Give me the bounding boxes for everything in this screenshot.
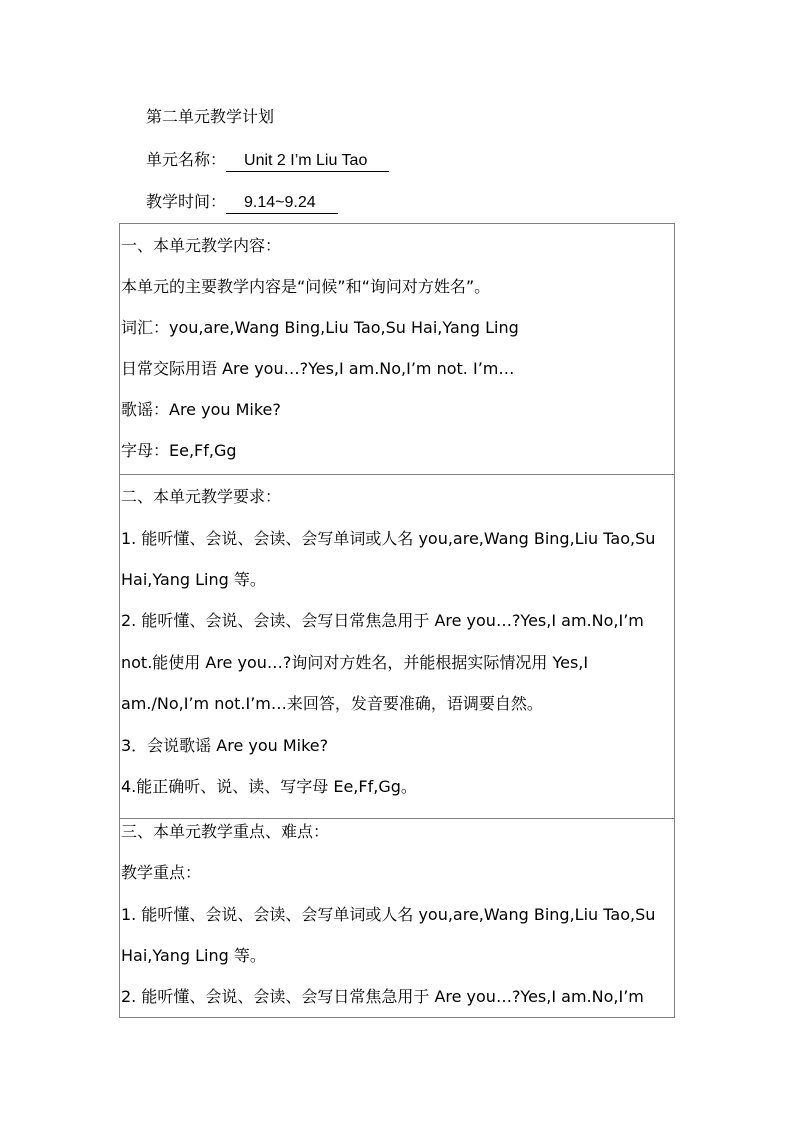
section-1-line: 歌谣：Are you Mike? [121, 400, 281, 419]
section-3-line: 1. 能听懂、会说、会读、会写单词或人名 you,are,Wang Bing,Liu Tao,Su [121, 905, 656, 924]
section-2-line: am./No,I’m not.I’m…来回答，发音要准确，语调要自然。 [121, 694, 543, 713]
section-2-line: 4.能正确听、说、读、写字母 Ee,Ff,Gg。 [121, 777, 417, 796]
section-divider [119, 474, 675, 475]
section-2-line: 2. 能听懂、会说、会读、会写日常焦急用于 Are you…?Yes,I am.No,I’m [121, 611, 644, 630]
teaching-time-label: 教学时间： [146, 192, 227, 211]
section-3-line: 2. 能听懂、会说、会读、会写日常焦急用于 Are you…?Yes,I am.No,I’m [121, 987, 644, 1006]
section-3-heading: 三、本单元教学重点、难点： [121, 822, 330, 841]
section-2-heading: 二、本单元教学要求： [121, 487, 282, 506]
section-2-line: 3．会说歌谣 Are you Mike? [121, 736, 329, 755]
section-divider [119, 818, 675, 819]
document-title: 第二单元教学计划 [146, 107, 275, 126]
section-1-line: 字母：Ee,Ff,Gg [121, 441, 237, 460]
section-1-line: 日常交际用语 Are you…?Yes,I am.No,I’m not. I’m… [121, 359, 515, 378]
section-2-line: Hai,Yang Ling 等。 [121, 570, 266, 589]
unit-name-row [146, 150, 389, 172]
teaching-time-value: 9.14~9.24 [226, 193, 338, 214]
teaching-time-row [146, 192, 338, 214]
section-1-line: 本单元的主要教学内容是“问候”和“询问对方姓名”。 [121, 277, 491, 296]
section-3-line: Hai,Yang Ling 等。 [121, 946, 266, 965]
section-1-heading: 一、本单元教学内容： [121, 236, 282, 255]
unit-name-label: 单元名称： [146, 150, 227, 169]
section-2-line: not.能使用 Are you…?询问对方姓名，并能根据实际情况用 Yes,I [121, 653, 589, 672]
section-2-line: 1. 能听懂、会说、会读、会写单词或人名 you,are,Wang Bing,Liu Tao,Su [121, 529, 656, 548]
unit-name-value: Unit 2 I’m Liu Tao [226, 151, 389, 172]
section-1-line: 词汇：you,are,Wang Bing,Liu Tao,Su Hai,Yang Ling [121, 318, 519, 337]
section-3-line: 教学重点： [121, 863, 202, 882]
